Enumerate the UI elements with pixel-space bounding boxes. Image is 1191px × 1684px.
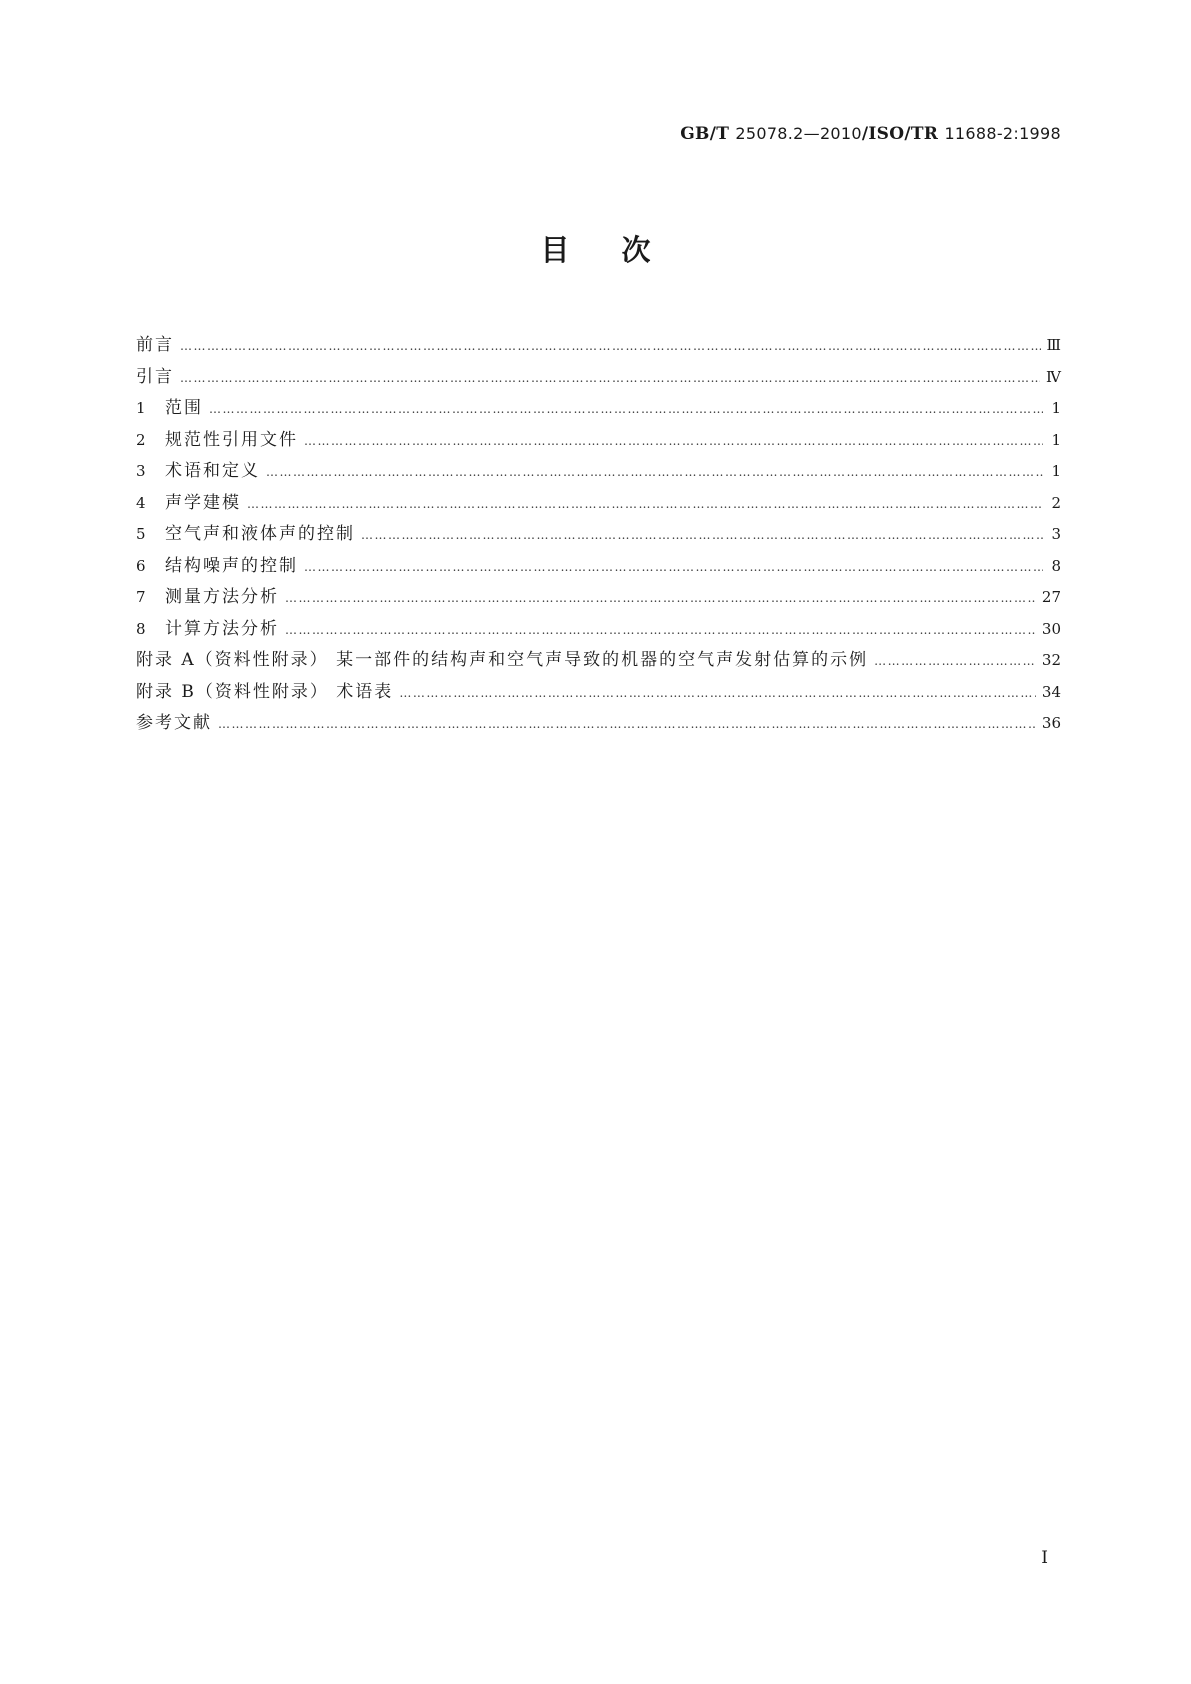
toc-entry-number: 6 bbox=[136, 556, 146, 575]
toc-entry[interactable] bbox=[136, 582, 1061, 614]
toc-entry-page: 1 bbox=[1051, 399, 1061, 417]
toc-entry-label: 规范性引用文件 bbox=[165, 429, 298, 450]
toc-entry-number: 2 bbox=[136, 430, 146, 449]
toc-entry-page: 27 bbox=[1041, 588, 1061, 606]
toc-entry-page: 8 bbox=[1051, 556, 1061, 575]
toc-entry-page: Ⅲ bbox=[1046, 336, 1061, 354]
toc-entry-label: 参考文献 bbox=[136, 713, 212, 733]
standard-number: 25078.2—2010 bbox=[735, 124, 862, 143]
toc-entry-label: 声学建模 bbox=[165, 492, 241, 513]
toc-entry[interactable] bbox=[136, 362, 1061, 394]
toc-entry[interactable] bbox=[136, 645, 1061, 677]
toc-entry-number: 1 bbox=[136, 399, 146, 417]
toc-entry[interactable] bbox=[136, 425, 1061, 457]
toc-entry-label: 附录 B（资料性附录） 术语表 bbox=[136, 681, 394, 702]
toc-leader-dots bbox=[285, 591, 1036, 605]
toc-leader-dots bbox=[361, 528, 1043, 542]
page-number: Ⅰ bbox=[1041, 1548, 1048, 1568]
toc-entry-page: 34 bbox=[1041, 682, 1061, 701]
toc-entry-page: 1 bbox=[1051, 462, 1061, 480]
toc-entry[interactable] bbox=[136, 614, 1061, 646]
toc-leader-dots bbox=[209, 402, 1043, 416]
toc-leader-dots bbox=[304, 560, 1043, 574]
toc-entry[interactable] bbox=[136, 393, 1061, 425]
toc-entry[interactable] bbox=[136, 677, 1061, 709]
toc-entry-page: 30 bbox=[1041, 619, 1061, 638]
toc-leader-dots bbox=[266, 465, 1043, 479]
toc-entry-number: 5 bbox=[136, 525, 146, 543]
toc-leader-dots bbox=[304, 434, 1043, 448]
iso-prefix: /ISO/TR bbox=[861, 124, 939, 144]
toc-entry-number: 8 bbox=[136, 619, 146, 638]
toc-leader-dots bbox=[399, 686, 1036, 700]
toc-entry[interactable] bbox=[136, 456, 1061, 488]
toc-entry-label: 引言 bbox=[136, 366, 174, 387]
iso-number: 11688-2:1998 bbox=[944, 124, 1061, 143]
toc-entry-page: 32 bbox=[1041, 651, 1061, 669]
toc-entry[interactable] bbox=[136, 488, 1061, 520]
toc-leader-dots bbox=[247, 497, 1043, 511]
toc-entry-label: 空气声和液体声的控制 bbox=[165, 524, 355, 544]
toc-entry-page: Ⅳ bbox=[1046, 367, 1061, 386]
toc-entry-label: 结构噪声的控制 bbox=[165, 555, 298, 576]
toc-entry-page: 36 bbox=[1041, 714, 1061, 732]
toc-leader-dots bbox=[218, 717, 1036, 731]
toc-entry-page: 3 bbox=[1051, 525, 1061, 543]
toc-entry-label: 术语和定义 bbox=[165, 461, 260, 481]
toc-entry-label: 范围 bbox=[165, 398, 203, 418]
toc-entry-number: 3 bbox=[136, 462, 146, 480]
toc-entry-label: 前言 bbox=[136, 335, 174, 355]
toc-entry[interactable] bbox=[136, 519, 1061, 551]
toc-entry-number: 7 bbox=[136, 588, 146, 606]
toc-leader-dots bbox=[180, 371, 1040, 385]
standard-prefix: GB/T bbox=[680, 124, 730, 144]
toc-leader-dots bbox=[285, 623, 1036, 637]
toc-entry-label: 测量方法分析 bbox=[165, 587, 279, 607]
toc-entry-number: 4 bbox=[136, 493, 146, 512]
toc-entry[interactable] bbox=[136, 330, 1061, 362]
table-of-contents bbox=[136, 330, 1061, 740]
toc-entry-page: 2 bbox=[1051, 493, 1061, 512]
toc-leader-dots bbox=[874, 654, 1036, 668]
toc-leader-dots bbox=[180, 339, 1041, 353]
page-title: 目次 bbox=[540, 233, 703, 267]
toc-entry[interactable] bbox=[136, 708, 1061, 740]
toc-entry-page: 1 bbox=[1051, 430, 1061, 449]
toc-entry-label: 附录 A（资料性附录） 某一部件的结构声和空气声导致的机器的空气声发射估算的示例 bbox=[136, 650, 869, 670]
standard-code bbox=[680, 124, 1061, 144]
toc-entry[interactable] bbox=[136, 551, 1061, 583]
toc-entry-label: 计算方法分析 bbox=[165, 618, 279, 639]
